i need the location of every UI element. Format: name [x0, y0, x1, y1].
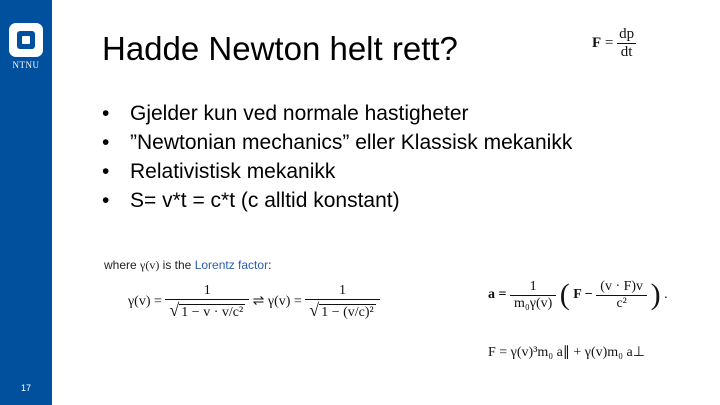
formula-lhs: F	[592, 34, 602, 51]
lorentz-factor-link[interactable]: Lorentz factor	[194, 258, 269, 272]
eq2-num: 1	[510, 279, 556, 296]
caption-symbol: γ(v)	[140, 258, 160, 272]
caption-mid: is the	[159, 258, 195, 272]
bullet-item	[100, 128, 572, 157]
eq1-den1: √ 1 − v · v/c²	[169, 300, 244, 320]
slide-title: Hadde Newton helt rett?	[102, 30, 458, 67]
sidebar	[0, 0, 52, 405]
newton-second-law-formula	[592, 26, 636, 72]
lorentz-caption	[104, 258, 271, 273]
formula-fraction	[617, 26, 636, 61]
eq2-fraction	[510, 279, 556, 312]
bullet-dot: •	[102, 160, 110, 183]
eq1-den2: √ 1 − (v/c)²	[309, 300, 374, 320]
eq1-lhs: γ(v) =	[128, 294, 162, 310]
eq2-inner-den: c²	[616, 295, 627, 311]
eq2-lhs: a =	[488, 287, 507, 303]
page-number: 17	[20, 383, 31, 393]
bullet-list	[100, 99, 572, 215]
bullet-text: S= v*t = c*t (c alltid konstant)	[130, 189, 400, 212]
bullet-text: Gjelder kun ved normale hastigheter	[130, 102, 469, 125]
bullet-text: Relativistisk mekanikk	[130, 160, 336, 183]
lorentz-factor-equation	[128, 283, 380, 321]
acceleration-equation	[488, 278, 668, 312]
eq1-fraction-1	[165, 283, 249, 321]
eq2-term1: F −	[573, 287, 593, 303]
bullet-dot: •	[102, 131, 110, 154]
eq1-fraction-2	[305, 283, 379, 321]
formula-eq: =	[604, 34, 614, 51]
eq2-den: m₀γ(v)	[513, 295, 553, 311]
sqrt-icon: √	[309, 300, 320, 320]
eq1-num2: 1	[305, 283, 379, 300]
bullet-item	[100, 186, 572, 215]
ntnu-logo-icon	[9, 23, 43, 57]
sqrt-icon: √	[169, 300, 180, 320]
caption-prefix: where	[104, 258, 141, 272]
right-paren-icon: )	[650, 278, 661, 311]
left-paren-icon: (	[559, 278, 570, 311]
eq1-rel: ⇌ γ(v) =	[252, 294, 302, 310]
bullet-text: ”Newtonian mechanics” eller Klassisk mekanikk	[130, 131, 573, 154]
eq2-inner-fraction	[596, 279, 647, 312]
eq1-num1: 1	[165, 283, 249, 300]
relativistic-force-equation: F = γ(v)³m₀ a∥ + γ(v)m₀ a⊥	[488, 345, 645, 360]
eq2-inner-num: (v · F)v	[596, 279, 647, 296]
logo-text: NTNU	[12, 60, 40, 70]
bullet-item	[100, 99, 572, 128]
eq2-tail: .	[664, 287, 668, 303]
bullet-dot: •	[102, 102, 110, 125]
bullet-item	[100, 157, 572, 186]
caption-suffix: :	[268, 258, 272, 272]
formula-numerator: dp	[619, 26, 635, 42]
bullet-dot: •	[102, 189, 110, 212]
formula-denominator: dt	[620, 44, 633, 60]
